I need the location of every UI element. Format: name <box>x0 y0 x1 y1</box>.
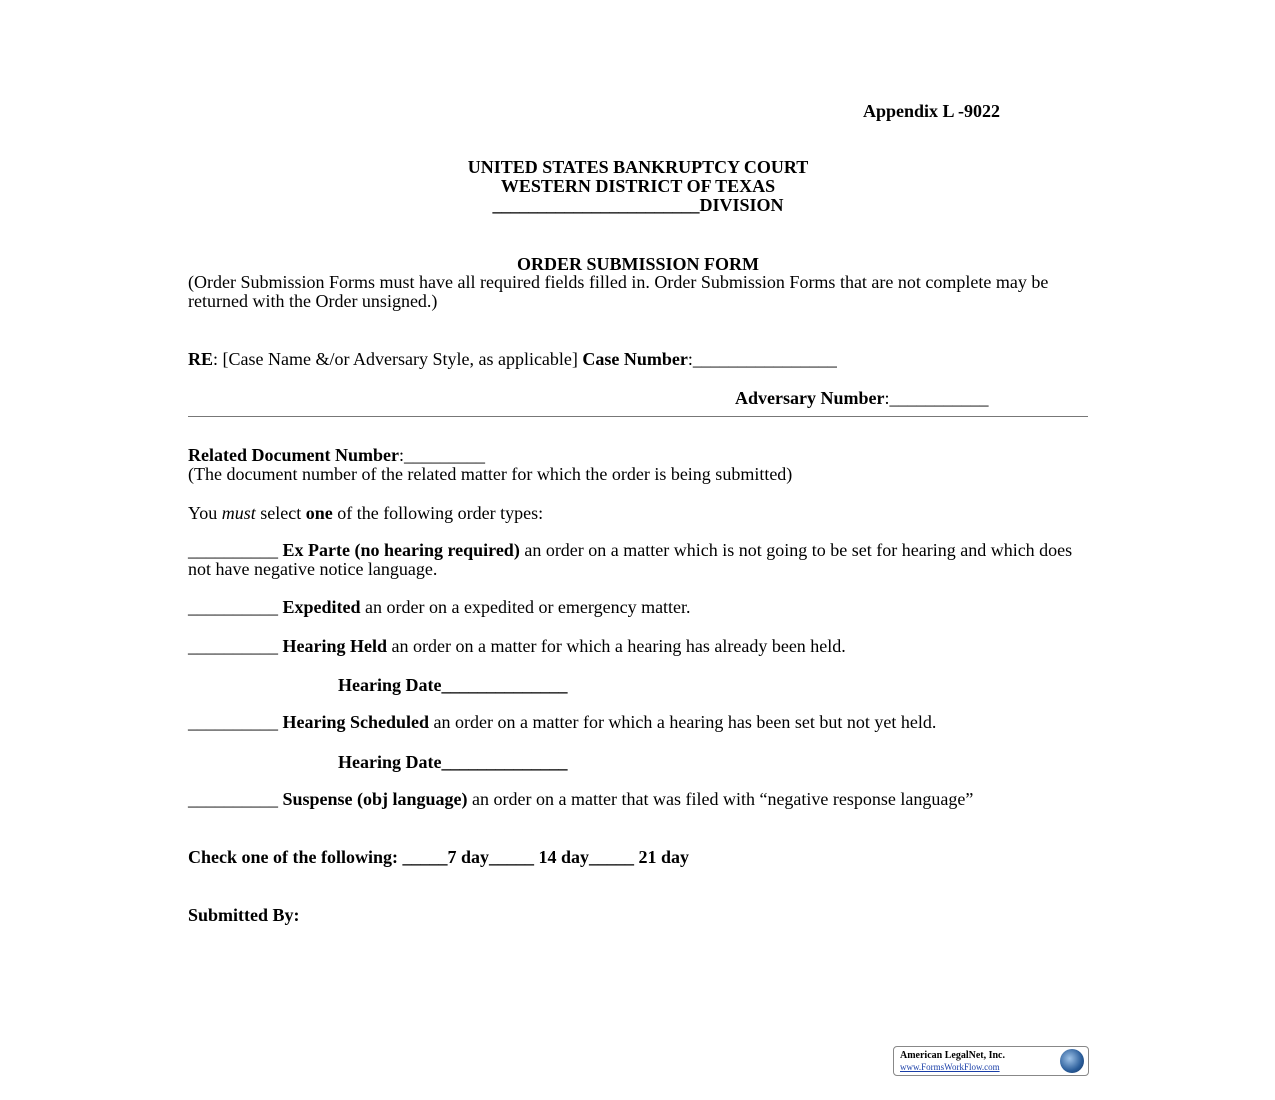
hearing-date-held <box>338 675 567 696</box>
order-type-blank[interactable]: __________ <box>188 712 278 732</box>
court-division: _______________________DIVISION <box>492 195 784 215</box>
select-text-2: select <box>255 503 306 523</box>
order-type-expedited <box>188 598 1088 617</box>
form-instructions: (Order Submission Forms must have all required fields filled in. Order Submission Forms that are not complete may be returned with the Order unsigned.) <box>188 272 1049 311</box>
hearing-date-scheduled <box>338 752 567 773</box>
order-type-description: an order on a expedited or emergency matter. <box>360 597 691 617</box>
order-type-label: Expedited <box>282 597 361 617</box>
adversary-line <box>735 388 989 409</box>
order-type-description: an order on a matter that was filed with “negative response language” <box>467 789 974 809</box>
adversary-number-field[interactable]: :___________ <box>884 388 989 408</box>
order-type-blank[interactable]: __________ <box>188 789 278 809</box>
appendix-label: Appendix L -9022 <box>863 101 1001 121</box>
related-document-line <box>188 445 485 466</box>
order-type-blank[interactable]: __________ <box>188 540 278 560</box>
re-text: : [Case Name &/or Adversary Style, as applicable] <box>213 349 583 369</box>
globe-icon <box>1060 1049 1084 1073</box>
american-legalnet-logo <box>893 1046 1089 1076</box>
submitted-by-label: Submitted By: <box>188 905 300 925</box>
order-type-label: Hearing Scheduled <box>282 712 430 732</box>
check-one-line[interactable]: Check one of the following: _____7 day_____ 14 day_____ 21 day <box>188 847 690 867</box>
select-instruction <box>188 503 543 524</box>
case-number-field[interactable]: :________________ <box>687 349 837 369</box>
case-number-label: Case Number <box>582 349 688 369</box>
order-type-label: Hearing Held <box>282 636 387 656</box>
hearing-date-field[interactable]: ______________ <box>441 675 568 695</box>
order-type-description: an order on a matter which is not going to be set for hearing and which does not have negative notice language. <box>188 540 1073 579</box>
hearing-date-field[interactable]: ______________ <box>441 752 568 772</box>
order-type-hearing-scheduled <box>188 713 1088 732</box>
court-name: UNITED STATES BANKRUPTCY COURT <box>467 157 809 177</box>
order-type-ex-parte <box>188 541 1088 579</box>
adversary-number-label: Adversary Number <box>735 388 885 408</box>
related-document-note: (The document number of the related matter for which the order is being submitted) <box>188 464 793 484</box>
order-type-description: an order on a matter for which a hearing has been set but not yet held. <box>429 712 937 732</box>
order-type-label: Ex Parte (no hearing required) <box>282 540 520 560</box>
select-one: one <box>305 503 333 523</box>
form-title: ORDER SUBMISSION FORM <box>516 254 760 274</box>
logo-company-name: American LegalNet, Inc. <box>900 1050 1005 1061</box>
select-must: must <box>221 503 256 523</box>
order-type-blank[interactable]: __________ <box>188 597 278 617</box>
order-type-blank[interactable]: __________ <box>188 636 278 656</box>
order-type-suspense <box>188 790 1088 809</box>
hearing-date-label: Hearing Date <box>338 752 442 772</box>
logo-url-link[interactable]: www.FormsWorkFlow.com <box>900 1062 1000 1072</box>
related-document-label: Related Document Number <box>188 445 399 465</box>
order-type-hearing-held <box>188 637 1088 656</box>
re-label: RE <box>188 349 214 369</box>
select-text-1: You <box>188 503 222 523</box>
court-district: WESTERN DISTRICT OF TEXAS <box>500 176 776 196</box>
select-text-3: of the following order types: <box>332 503 544 523</box>
order-type-description: an order on a matter for which a hearing has already been held. <box>387 636 846 656</box>
related-document-field[interactable]: :_________ <box>398 445 485 465</box>
re-line <box>188 349 837 370</box>
divider <box>188 416 1088 417</box>
order-type-label: Suspense (obj language) <box>282 789 468 809</box>
hearing-date-label: Hearing Date <box>338 675 442 695</box>
